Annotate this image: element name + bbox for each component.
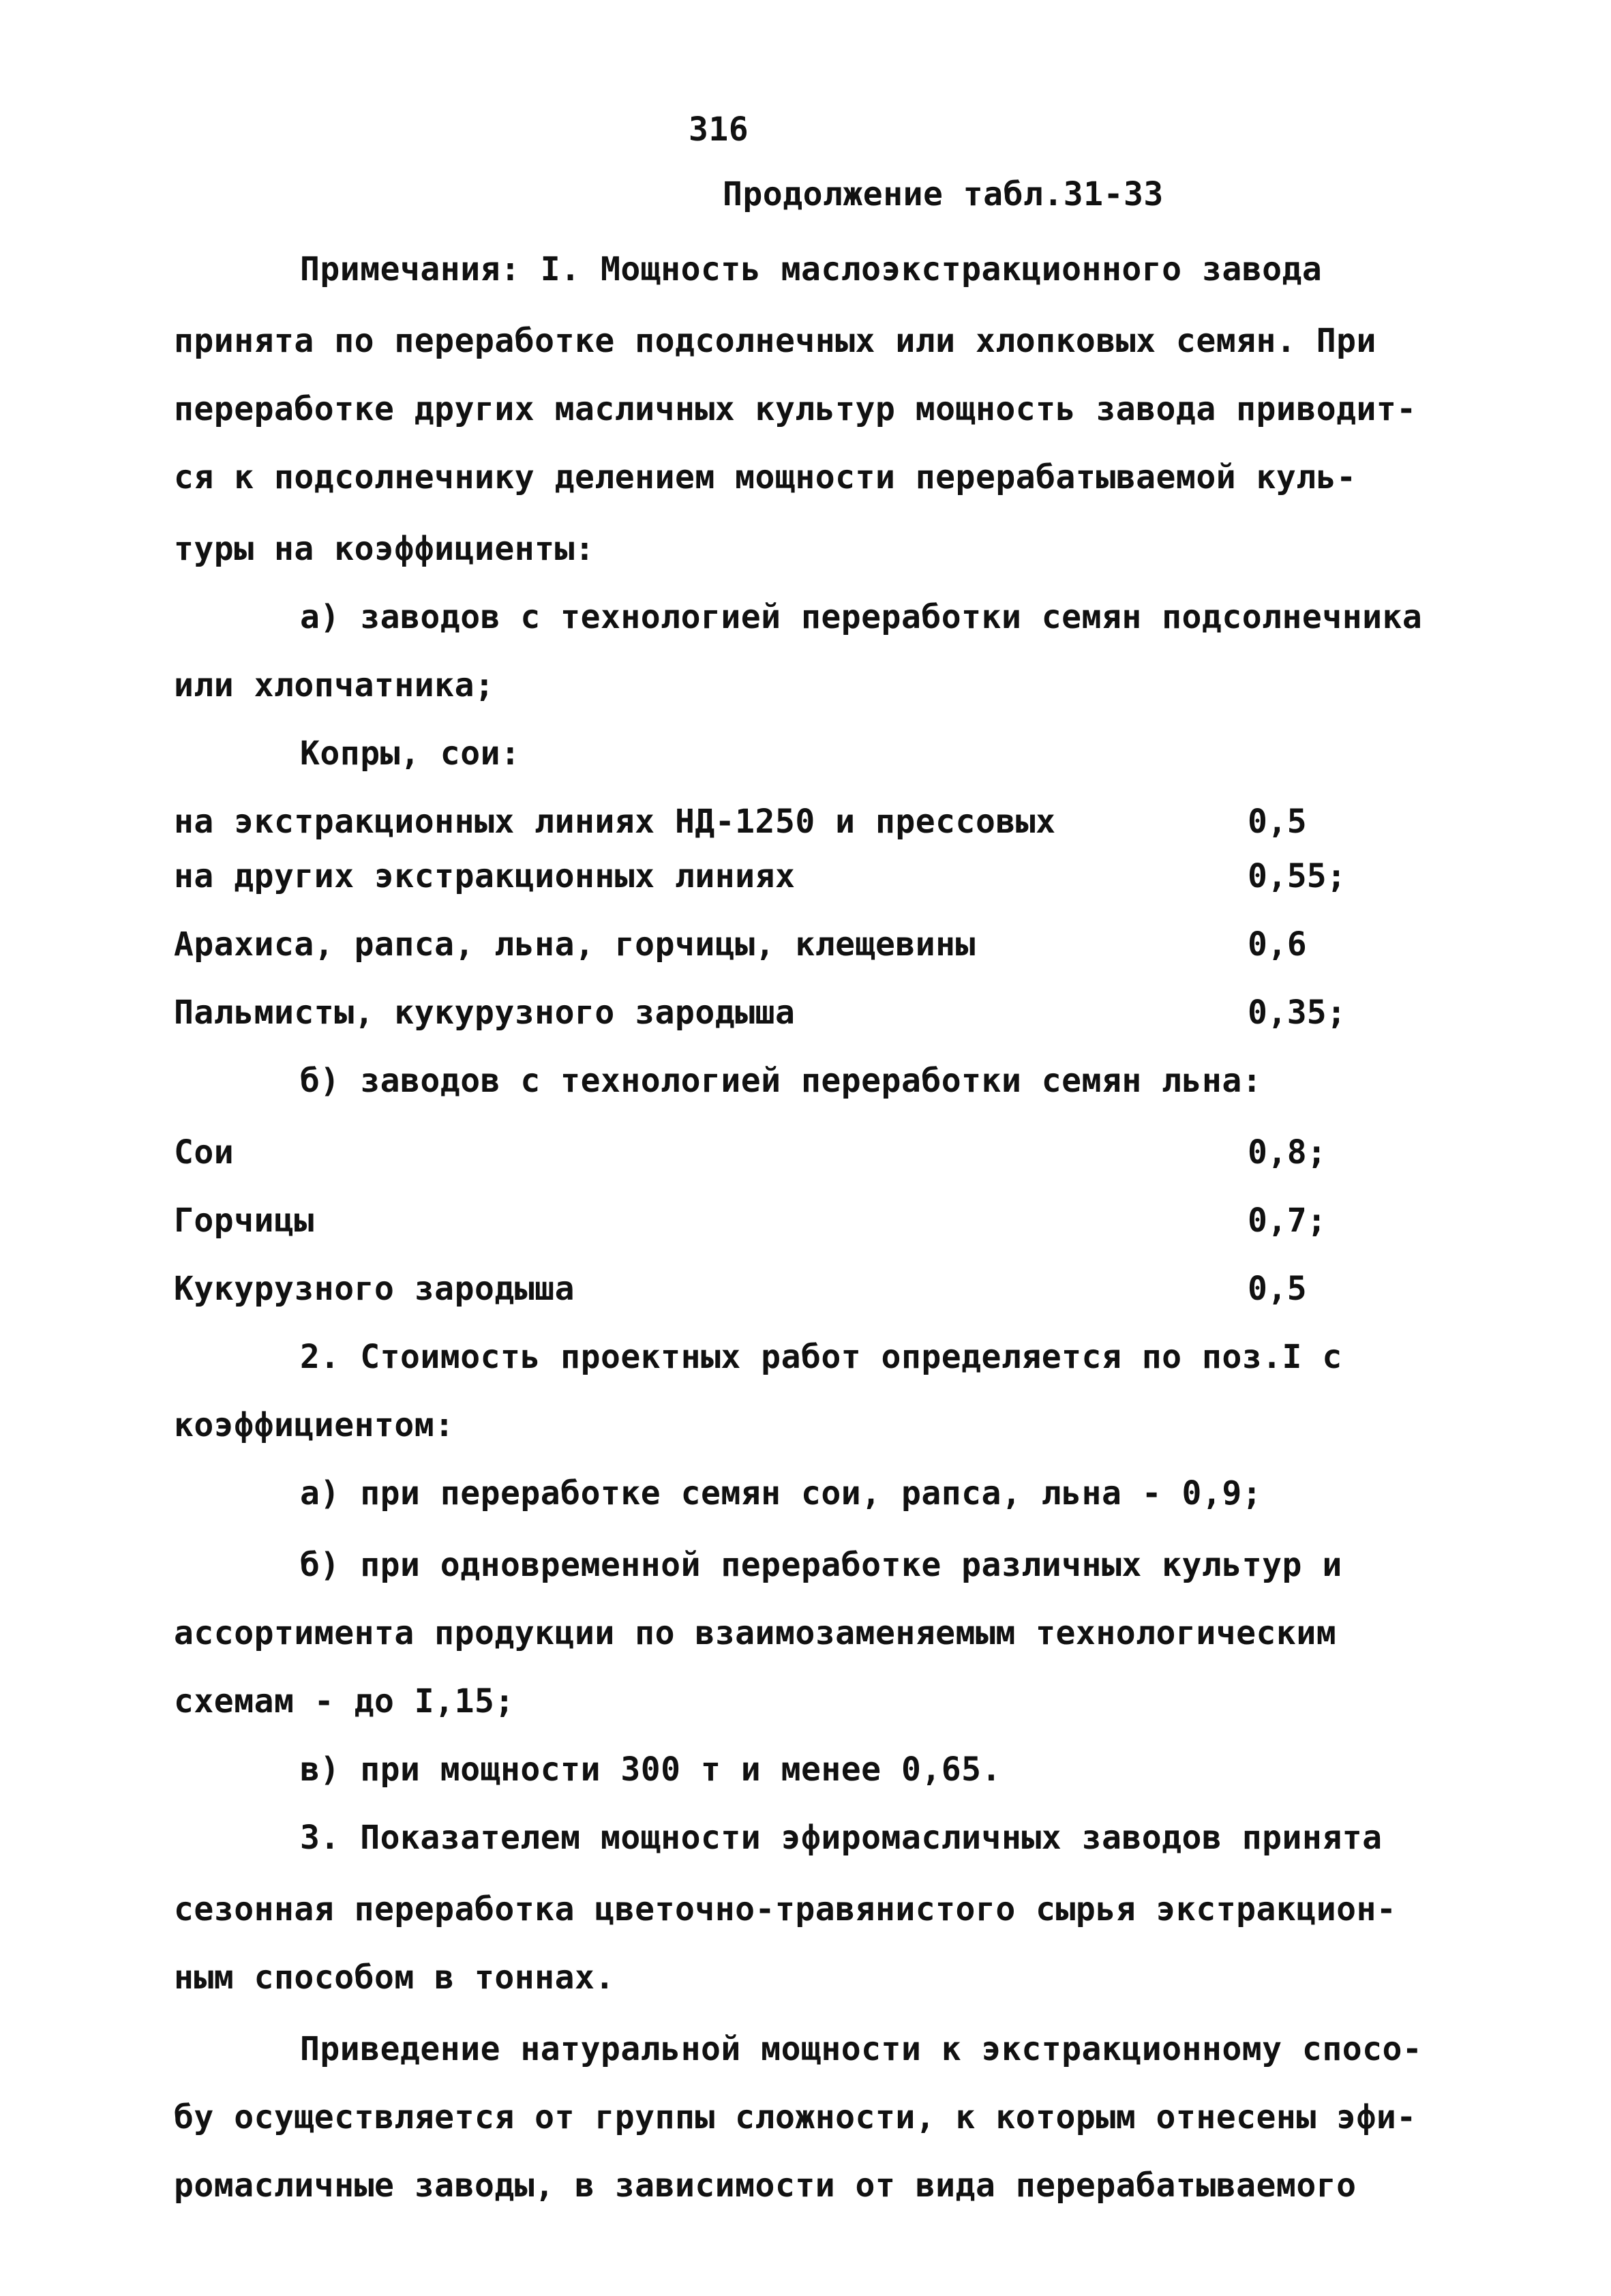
paragraph-line-2: бу осуществляется от группы сложности, к которым отнесены эфи- bbox=[174, 2098, 1417, 2136]
group-a-item-value: 0,55; bbox=[1248, 857, 1346, 895]
note-2-item-a: а) при переработке семян сои, рапса, льна - 0,9; bbox=[300, 1474, 1263, 1512]
group-b-item-value: 0,8; bbox=[1248, 1133, 1327, 1172]
group-b-item-value: 0,5 bbox=[1248, 1270, 1307, 1308]
group-b-item-label: Горчицы bbox=[174, 1202, 314, 1240]
group-a-item-value: 0,5 bbox=[1248, 803, 1307, 841]
note-2-item-b-line-2: ассортимента продукции по взаимозаменяемым технологическим bbox=[174, 1614, 1337, 1652]
group-b-item-label: Кукурузного зародыша bbox=[174, 1270, 575, 1308]
note-2-line-1: 2. Стоимость проектных работ определяется по поз.I с bbox=[300, 1338, 1342, 1376]
note-1-line-4: ся к подсолнечнику делением мощности перерабатываемой куль- bbox=[174, 458, 1357, 496]
group-b-header: б) заводов с технологией переработки семян льна: bbox=[300, 1062, 1263, 1100]
note-1-line-3: переработке других масличных культур мощность завода приводит- bbox=[174, 390, 1417, 428]
note-3-line-2: сезонная переработка цветочно-травянистого сырья экстракцион- bbox=[174, 1890, 1397, 1928]
note-3-line-3: ным способом в тоннах. bbox=[174, 1958, 615, 1997]
group-a-subheader: Копры, сои: bbox=[300, 734, 521, 773]
page-number: 316 bbox=[689, 110, 749, 149]
group-a-item-value: 0,35; bbox=[1248, 994, 1346, 1032]
paragraph-line-1: Приведение натуральной мощности к экстракционному спосо- bbox=[300, 2030, 1423, 2068]
group-a-line-1: а) заводов с технологией переработки семян подсолнечника bbox=[300, 598, 1423, 636]
note-3-line-1: 3. Показателем мощности эфиромасличных заводов принята bbox=[300, 1819, 1383, 1857]
group-a-item-value: 0,6 bbox=[1248, 925, 1307, 964]
note-2-line-2: коэффициентом: bbox=[174, 1406, 455, 1444]
paragraph-line-3: ромасличные заводы, в зависимости от вида перерабатываемого bbox=[174, 2166, 1357, 2205]
note-1-line-2: принята по переработке подсолнечных или хлопковых семян. При bbox=[174, 322, 1376, 360]
group-b-item-label: Сои bbox=[174, 1133, 235, 1172]
group-a-item-label: Пальмисты, кукурузного зародыша bbox=[174, 994, 796, 1032]
note-1-line-5: туры на коэффициенты: bbox=[174, 530, 595, 568]
table-continuation-caption: Продолжение табл.31-33 bbox=[723, 175, 1164, 213]
note-1-line-1: Примечания: I. Мощность маслоэкстракционного завода bbox=[300, 250, 1323, 288]
group-a-item-label: Арахиса, рапса, льна, горчицы, клещевины bbox=[174, 925, 976, 964]
group-a-line-2: или хлопчатника; bbox=[174, 666, 495, 704]
note-2-item-b-line-1: б) при одновременной переработке различных культур и bbox=[300, 1546, 1342, 1584]
note-2-item-c: в) при мощности 300 т и менее 0,65. bbox=[300, 1750, 1002, 1789]
note-2-item-b-line-3: схемам - до I,15; bbox=[174, 1682, 515, 1720]
group-a-item-label: на экстракционных линиях НД-1250 и прессовых bbox=[174, 803, 1056, 841]
group-a-item-label: на других экстракционных линиях bbox=[174, 857, 796, 895]
group-b-item-value: 0,7; bbox=[1248, 1202, 1327, 1240]
